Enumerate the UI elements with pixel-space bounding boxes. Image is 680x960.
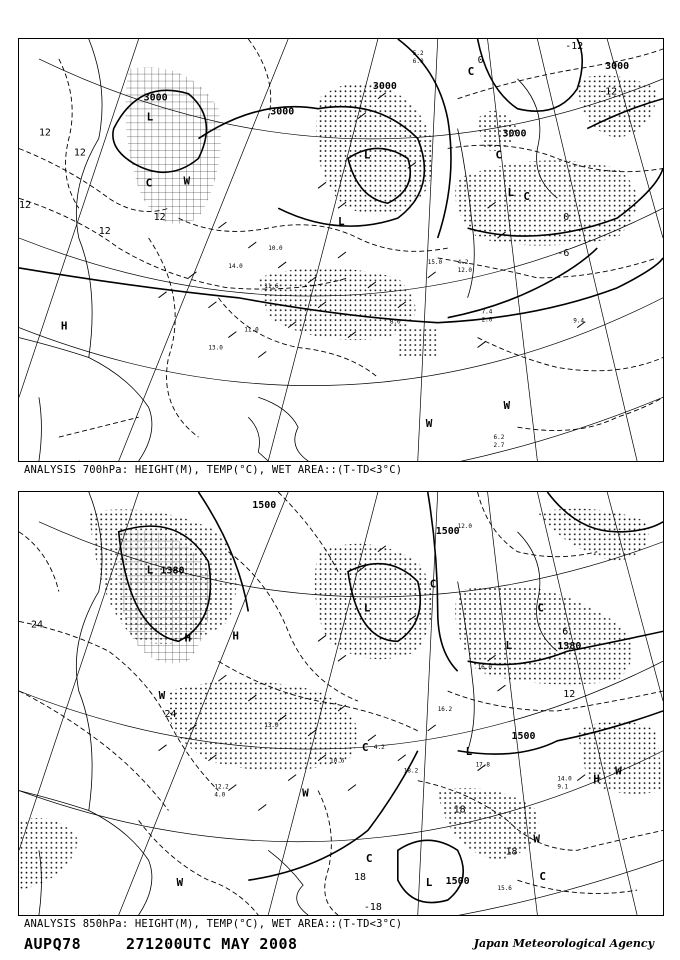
height-label: 1500 [445, 876, 470, 888]
center-marker: C [537, 601, 544, 615]
isotherm-label: 12 [98, 226, 111, 238]
isotherm-label: 18 [453, 804, 466, 816]
center-marker: W [615, 764, 622, 778]
center-marker: H [184, 631, 192, 645]
center-marker: L [146, 110, 154, 124]
center-marker: L [363, 148, 371, 162]
chart-850hpa-caption: ANALYSIS 850hPa: HEIGHT(M), TEMP(°C), WET AREA::(T-TD<3°C) [24, 918, 403, 930]
center-marker: C [365, 852, 373, 866]
center-marker: W [503, 399, 511, 413]
height-label: 3000 [143, 92, 168, 104]
center-marker: C [145, 176, 153, 190]
center-marker: C [467, 64, 475, 78]
station-value: 10.6 [330, 757, 345, 765]
isotherm-label: 24 [164, 708, 177, 720]
station-value: 18.2 [403, 767, 419, 775]
station-value: 13.0 [264, 721, 279, 729]
chart-850hpa-map [19, 492, 663, 915]
station-value: 9.4 [573, 317, 585, 325]
isotherm-label: 12 [153, 212, 166, 224]
station-value: 10.0 [268, 245, 283, 252]
coastlines [19, 39, 557, 461]
valid-time: 271200UTC MAY 2008 [126, 935, 298, 953]
isotherm-label: 24 [30, 619, 43, 631]
station-value: 16.0 [477, 664, 492, 672]
isotherm-label: 18 [353, 872, 366, 884]
center-marker: L [146, 563, 154, 577]
height-label: 3000 [372, 80, 397, 92]
station-value: 8.0 [389, 318, 401, 326]
chart-700hpa-caption: ANALYSIS 700hPa: HEIGHT(M), TEMP(°C), WET AREA::(T-TD<3°C) [24, 464, 403, 476]
center-marker: L [465, 744, 473, 758]
isotherm-label: 6 [562, 626, 569, 638]
station-value: 11.6 [264, 282, 279, 290]
center-marker: W [158, 689, 166, 703]
center-marker: W [176, 876, 184, 890]
station-value: 6.0 [412, 57, 424, 65]
station-value: 11.0 [244, 326, 259, 334]
station-value: 5.2 [412, 49, 424, 57]
chart-850hpa [18, 491, 664, 916]
station-value: 4.2 [373, 743, 385, 751]
center-marker: L [505, 639, 513, 653]
station-value: 2.0 [481, 316, 493, 324]
station-value: 15.6 [497, 885, 512, 893]
station-value: 16.2 [437, 705, 453, 713]
station-value: 13.0 [208, 344, 223, 352]
chart-700hpa [18, 38, 664, 462]
height-label: 1380 [557, 641, 582, 653]
station-value: 12.0 [457, 522, 473, 530]
center-marker: L [338, 215, 345, 229]
isotherm-label: 12 [38, 127, 51, 139]
height-label: 1380 [160, 565, 185, 577]
center-marker: L [507, 186, 515, 200]
station-value: 7.4 [481, 308, 493, 316]
center-marker: L [363, 601, 371, 615]
isotherm-label: 12 [73, 147, 86, 159]
isotherm-label: -12 [599, 86, 618, 98]
isotherm-label: -18 [363, 902, 382, 914]
center-marker: H [60, 319, 68, 333]
isotherm-label: -6 [557, 247, 570, 259]
center-marker: C [539, 870, 546, 884]
height-label: 1500 [511, 730, 536, 742]
height-label: 3000 [605, 60, 630, 72]
station-value: 15.0 [427, 258, 443, 266]
height-label: 1500 [252, 499, 277, 511]
center-marker: C [523, 190, 531, 204]
center-marker: C [361, 740, 369, 754]
station-value: 14.0 [557, 775, 572, 783]
isotherm-label: 12 [563, 689, 576, 701]
isotherm-label: -12 [565, 40, 584, 52]
isotherm-label: 18 [505, 846, 518, 858]
station-value: 9.1 [557, 783, 569, 791]
station-value: 2.7 [493, 442, 505, 450]
center-marker: H [232, 629, 239, 643]
agency-name: Japan Meteorological Agency [473, 937, 654, 950]
isotherm-label: 0 [563, 212, 570, 224]
isotherm-label: 12 [19, 200, 32, 212]
center-marker: W [425, 417, 433, 431]
center-marker: C [429, 577, 437, 591]
isotherm-label: 0 [477, 54, 484, 66]
center-marker: H [593, 772, 600, 786]
station-value: 12.0 [457, 266, 473, 274]
height-label: 1500 [435, 525, 460, 537]
height-label: 3000 [270, 106, 295, 118]
station-value: 4.0 [214, 791, 226, 799]
center-marker: W [302, 786, 309, 800]
station-value: 6.2 [493, 434, 505, 442]
station-value: 17.8 [475, 761, 490, 769]
chart-id: AUPQ78 [24, 935, 82, 953]
station-value: 14.0 [228, 262, 243, 270]
center-marker: C [495, 148, 503, 162]
chart-700hpa-map [19, 39, 663, 461]
center-marker: W [183, 174, 191, 188]
station-value: 12.2 [214, 783, 229, 791]
station-value: 4.2 [457, 258, 469, 266]
center-marker: L [425, 876, 433, 890]
height-label: 3000 [502, 128, 527, 140]
center-marker: W [533, 832, 541, 846]
